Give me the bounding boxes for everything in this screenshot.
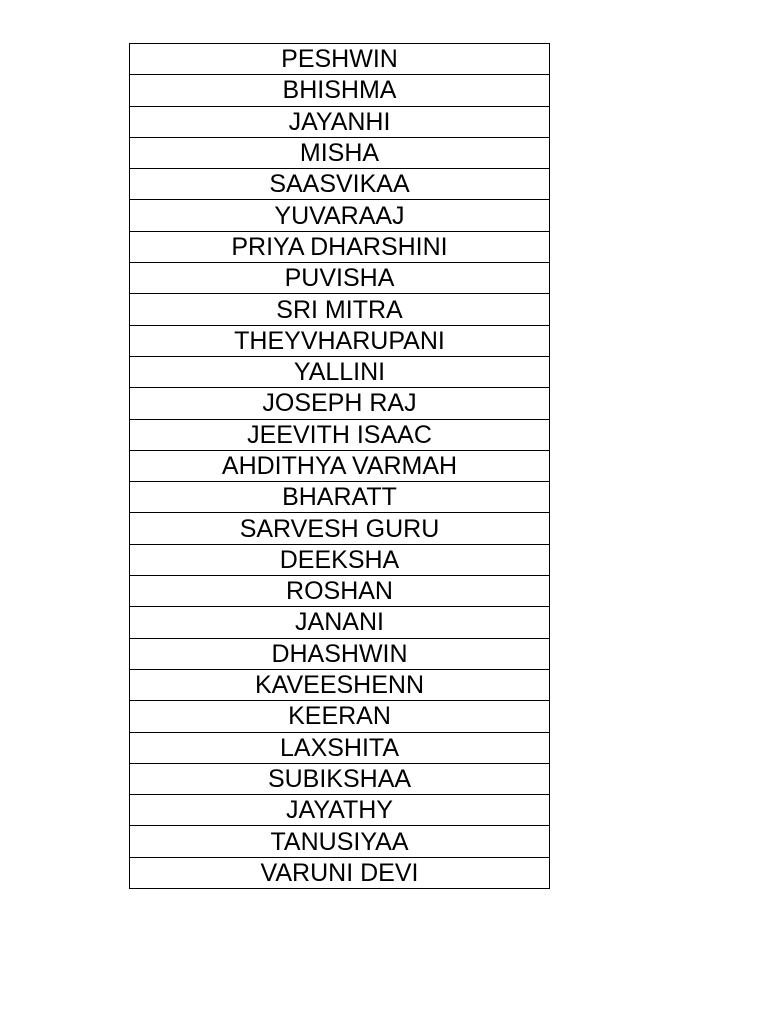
name-cell: AHDITHYA VARMAH [130,450,550,481]
table-row [130,294,550,325]
table-row [130,325,550,356]
name-cell: JOSEPH RAJ [130,388,550,419]
table-row [130,388,550,419]
name-cell: JAYATHY [130,795,550,826]
name-cell: SARVESH GURU [130,513,550,544]
table-row [130,44,550,75]
table-row [130,482,550,513]
name-cell: LAXSHITA [130,732,550,763]
name-cell: BHISHMA [130,75,550,106]
name-list-table [129,43,550,889]
table-row [130,607,550,638]
name-cell: JANANI [130,607,550,638]
table-row [130,638,550,669]
table-row [130,763,550,794]
table-row [130,419,550,450]
name-cell: PRIYA DHARSHINI [130,231,550,262]
table-row [130,826,550,857]
table-row [130,169,550,200]
name-list-body [130,44,550,889]
name-cell: KAVEESHENN [130,669,550,700]
table-row [130,732,550,763]
name-cell: SAASVIKAA [130,169,550,200]
name-cell: YALLINI [130,356,550,387]
name-cell: JEEVITH ISAAC [130,419,550,450]
table-row [130,857,550,888]
name-cell: PUVISHA [130,263,550,294]
name-cell: THEYVHARUPANI [130,325,550,356]
table-row [130,231,550,262]
name-cell: TANUSIYAA [130,826,550,857]
table-row [130,450,550,481]
table-row [130,137,550,168]
table-row [130,75,550,106]
name-cell: VARUNI DEVI [130,857,550,888]
name-cell: JAYANHI [130,106,550,137]
table-row [130,701,550,732]
table-row [130,795,550,826]
name-cell: DHASHWIN [130,638,550,669]
table-row [130,356,550,387]
name-cell: BHARATT [130,482,550,513]
name-cell: SRI MITRA [130,294,550,325]
table-row [130,544,550,575]
name-cell: SUBIKSHAA [130,763,550,794]
table-row [130,513,550,544]
table-row [130,263,550,294]
name-cell: PESHWIN [130,44,550,75]
table-row [130,106,550,137]
name-cell: KEERAN [130,701,550,732]
table-row [130,576,550,607]
table-row [130,669,550,700]
name-cell: YUVARAAJ [130,200,550,231]
name-cell: DEEKSHA [130,544,550,575]
name-cell: ROSHAN [130,576,550,607]
name-cell: MISHA [130,137,550,168]
table-row [130,200,550,231]
